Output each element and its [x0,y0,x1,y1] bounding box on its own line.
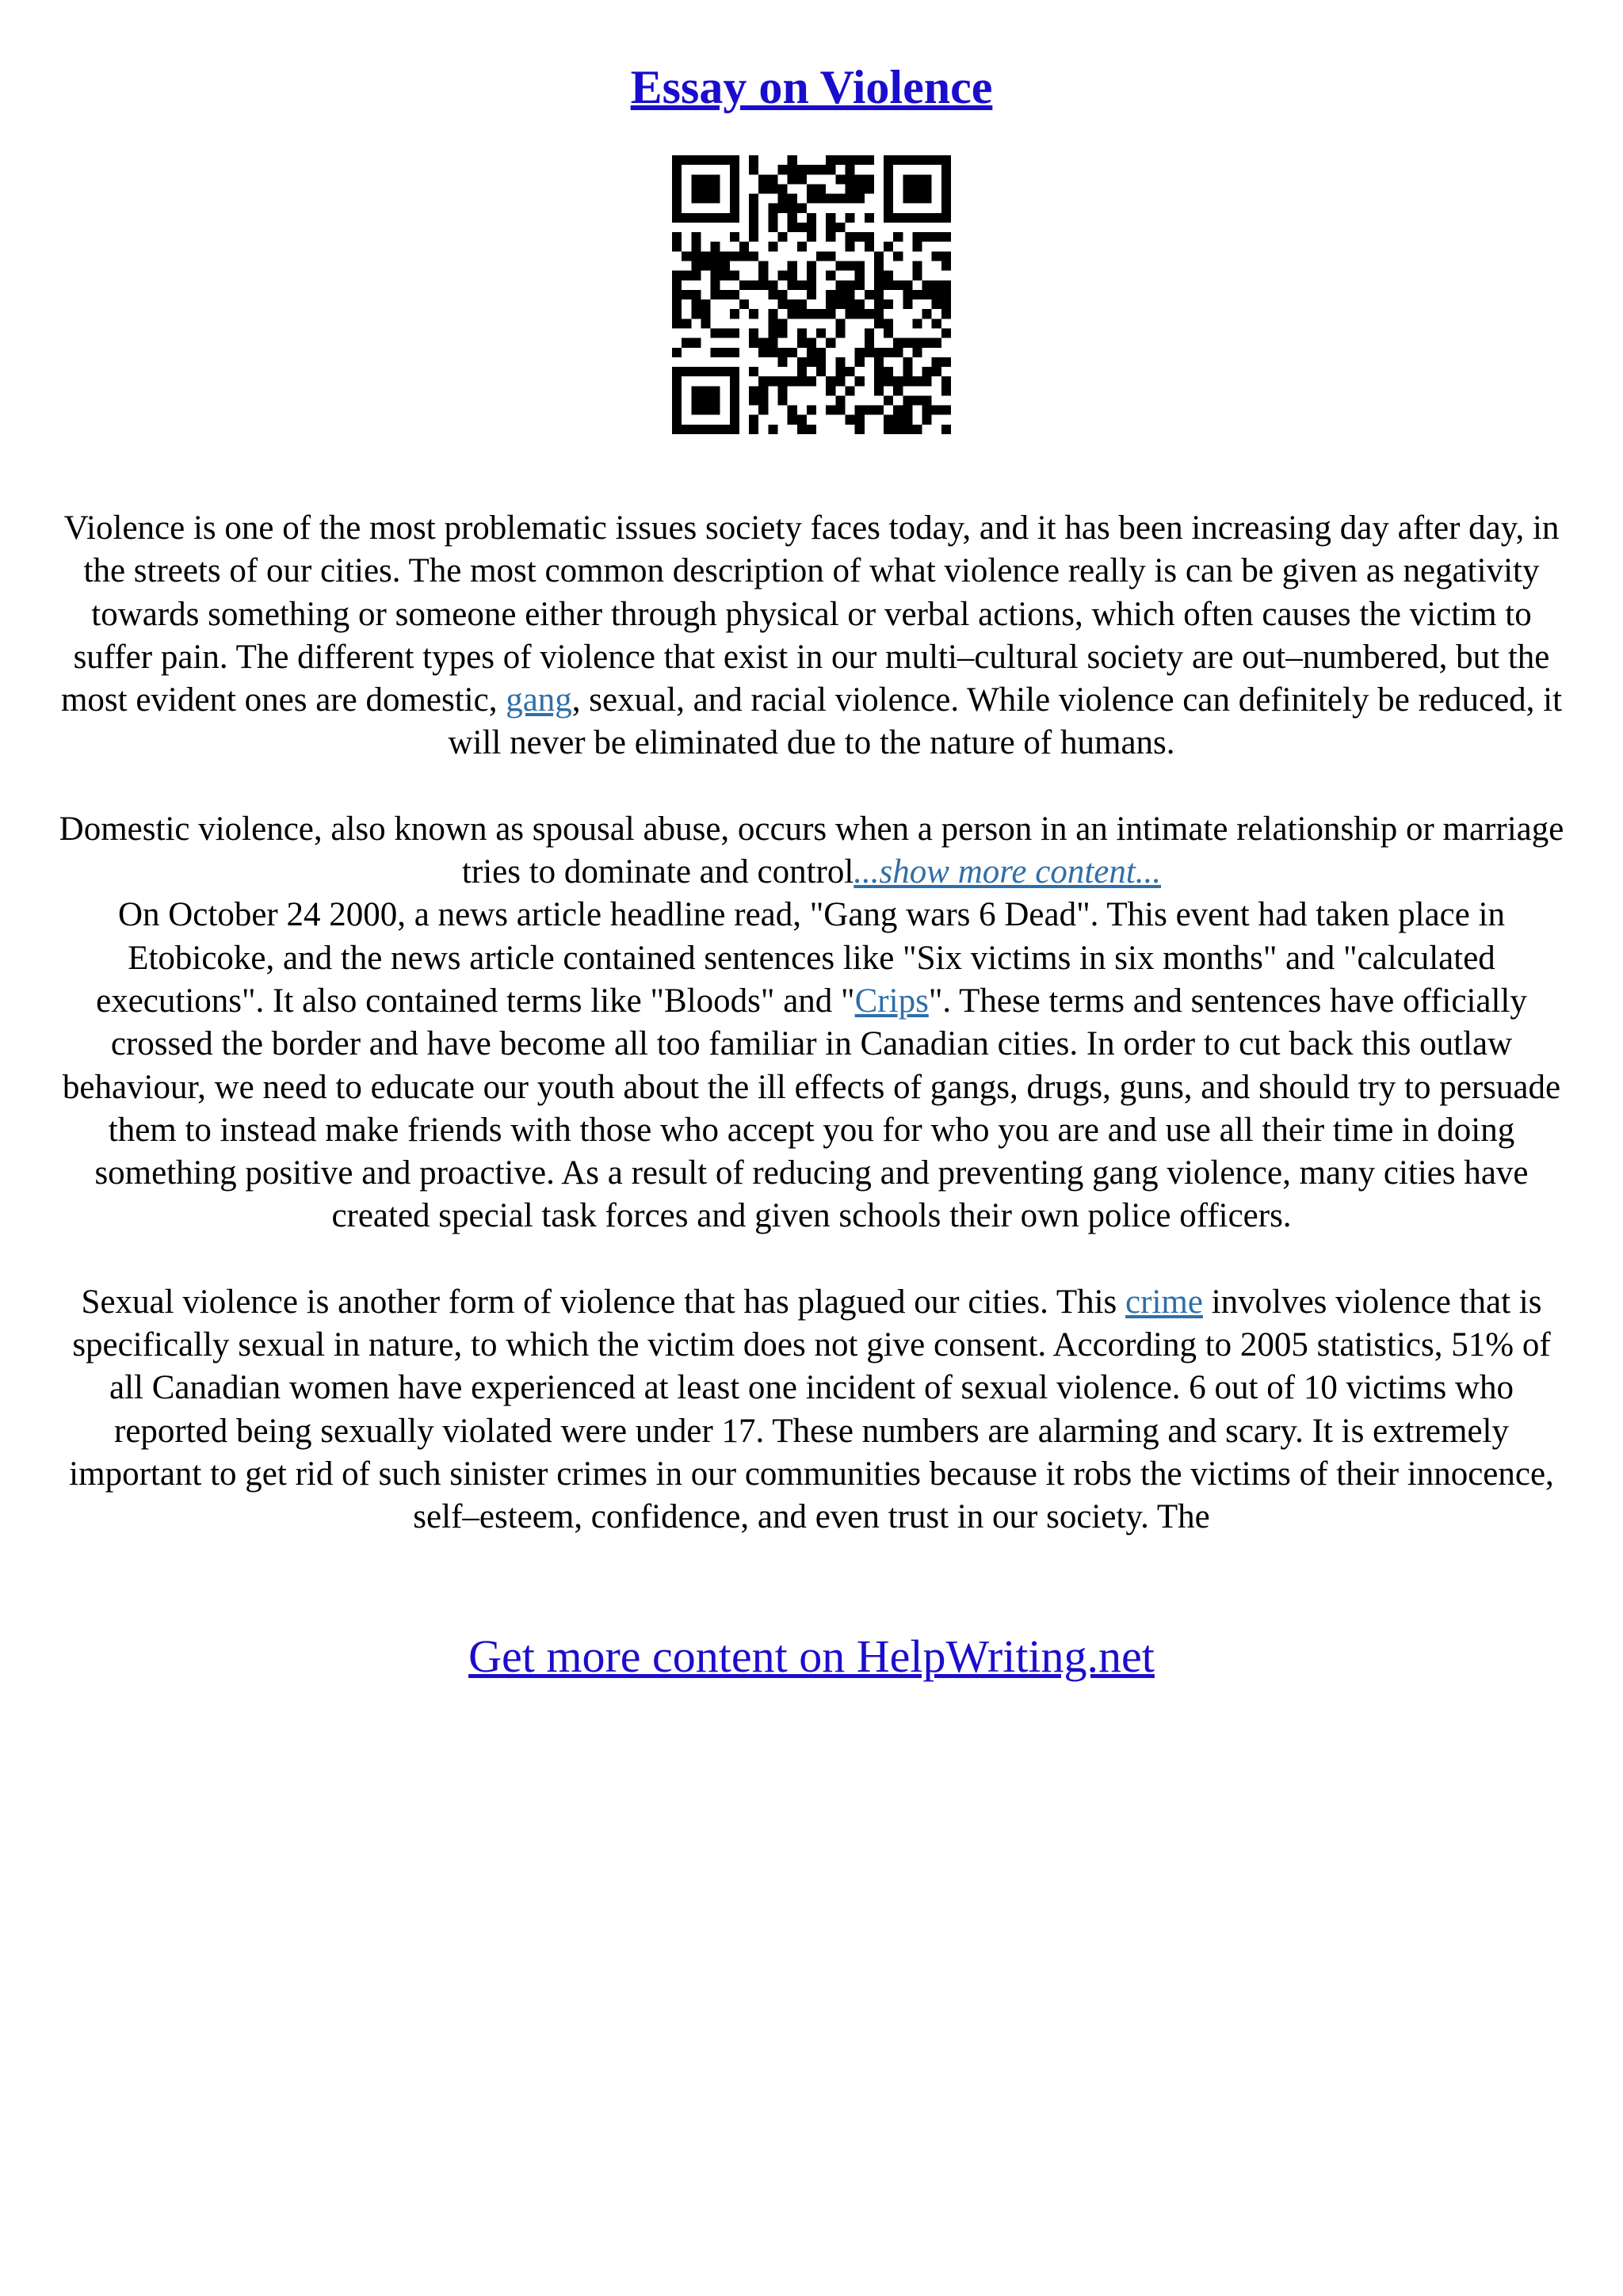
paragraph-gap [55,765,1568,808]
qr-code-icon [672,155,951,434]
paragraph-intro [55,507,1568,765]
link-crime[interactable]: crime [1125,1283,1203,1321]
paragraph-text: Sexual violence is another form of violence that has plagued our cities. This [81,1283,1126,1321]
paragraph-text: involves violence that is specifically sexual in nature, to which the victim does not give consent. According to 2005 statistics, 51% of all Canadian women have experienced at least one incident of sexual violence. 6 out of 10 victims who reported being sexually violated were under 17. These numbers are alarming and scary. It is extremely important to get rid of such sinister crimes in our communities because it robs the victims of their innocence, self–esteem, confidence, and even trust in our society. The [69,1283,1554,1536]
paragraph-domestic [55,808,1568,894]
show-more-link[interactable]: ...show more content... [854,853,1162,891]
essay-body [55,507,1568,1539]
paragraph-gang [55,894,1568,1238]
paragraph-text: On October 24 2000, a news article headline read, "Gang wars 6 Dead". This event had taken place in Etobicoke, and the news article contained sentences like "Six victims in six months" and "calculated executions". It also contained terms like "Bloods" and " [96,896,1506,1020]
paragraph-text: Domestic violence, also known as spousal abuse, occurs when a person in an intimate relationship or marriage tries to dominate and control [59,810,1564,891]
paragraph-sexual [55,1281,1568,1539]
link-crips[interactable]: Crips [854,982,929,1020]
page-title [0,57,1623,117]
link-gang[interactable]: gang [506,681,572,719]
paragraph-text: , sexual, and racial violence. While violence can definitely be reduced, it will never be eliminated due to the nature of humans. [448,681,1563,762]
title-link[interactable]: Essay on Violence [630,61,993,113]
paragraph-text: Violence is one of the most problematic issues society faces today, and it has been increasing day after day, in the streets of our cities. The most common description of what violence really is can be given as negativity towards something or someone either through physical or verbal actions, which often causes the victim to suffer pain. The different types of violence that exist in our multi–cultural society are out–numbered, but the most evident ones are domestic, [60,509,1560,719]
paragraph-gap [55,1238,1568,1281]
footer-cta [0,1628,1623,1685]
paragraph-text: ". These terms and sentences have officially crossed the border and have become all too familiar in Canadian cities. In order to cut back this outlaw behaviour, we need to educate our youth about the ill effects of gangs, drugs, guns, and should try to persuade them to instead make friends with those who accept you for who you are and use all their time in doing something positive and proactive. As a result of reducing and preventing gang violence, many cities have created special task forces and given schools their own police officers. [62,982,1561,1235]
more-content-link[interactable]: Get more content on HelpWriting.net [468,1630,1155,1682]
